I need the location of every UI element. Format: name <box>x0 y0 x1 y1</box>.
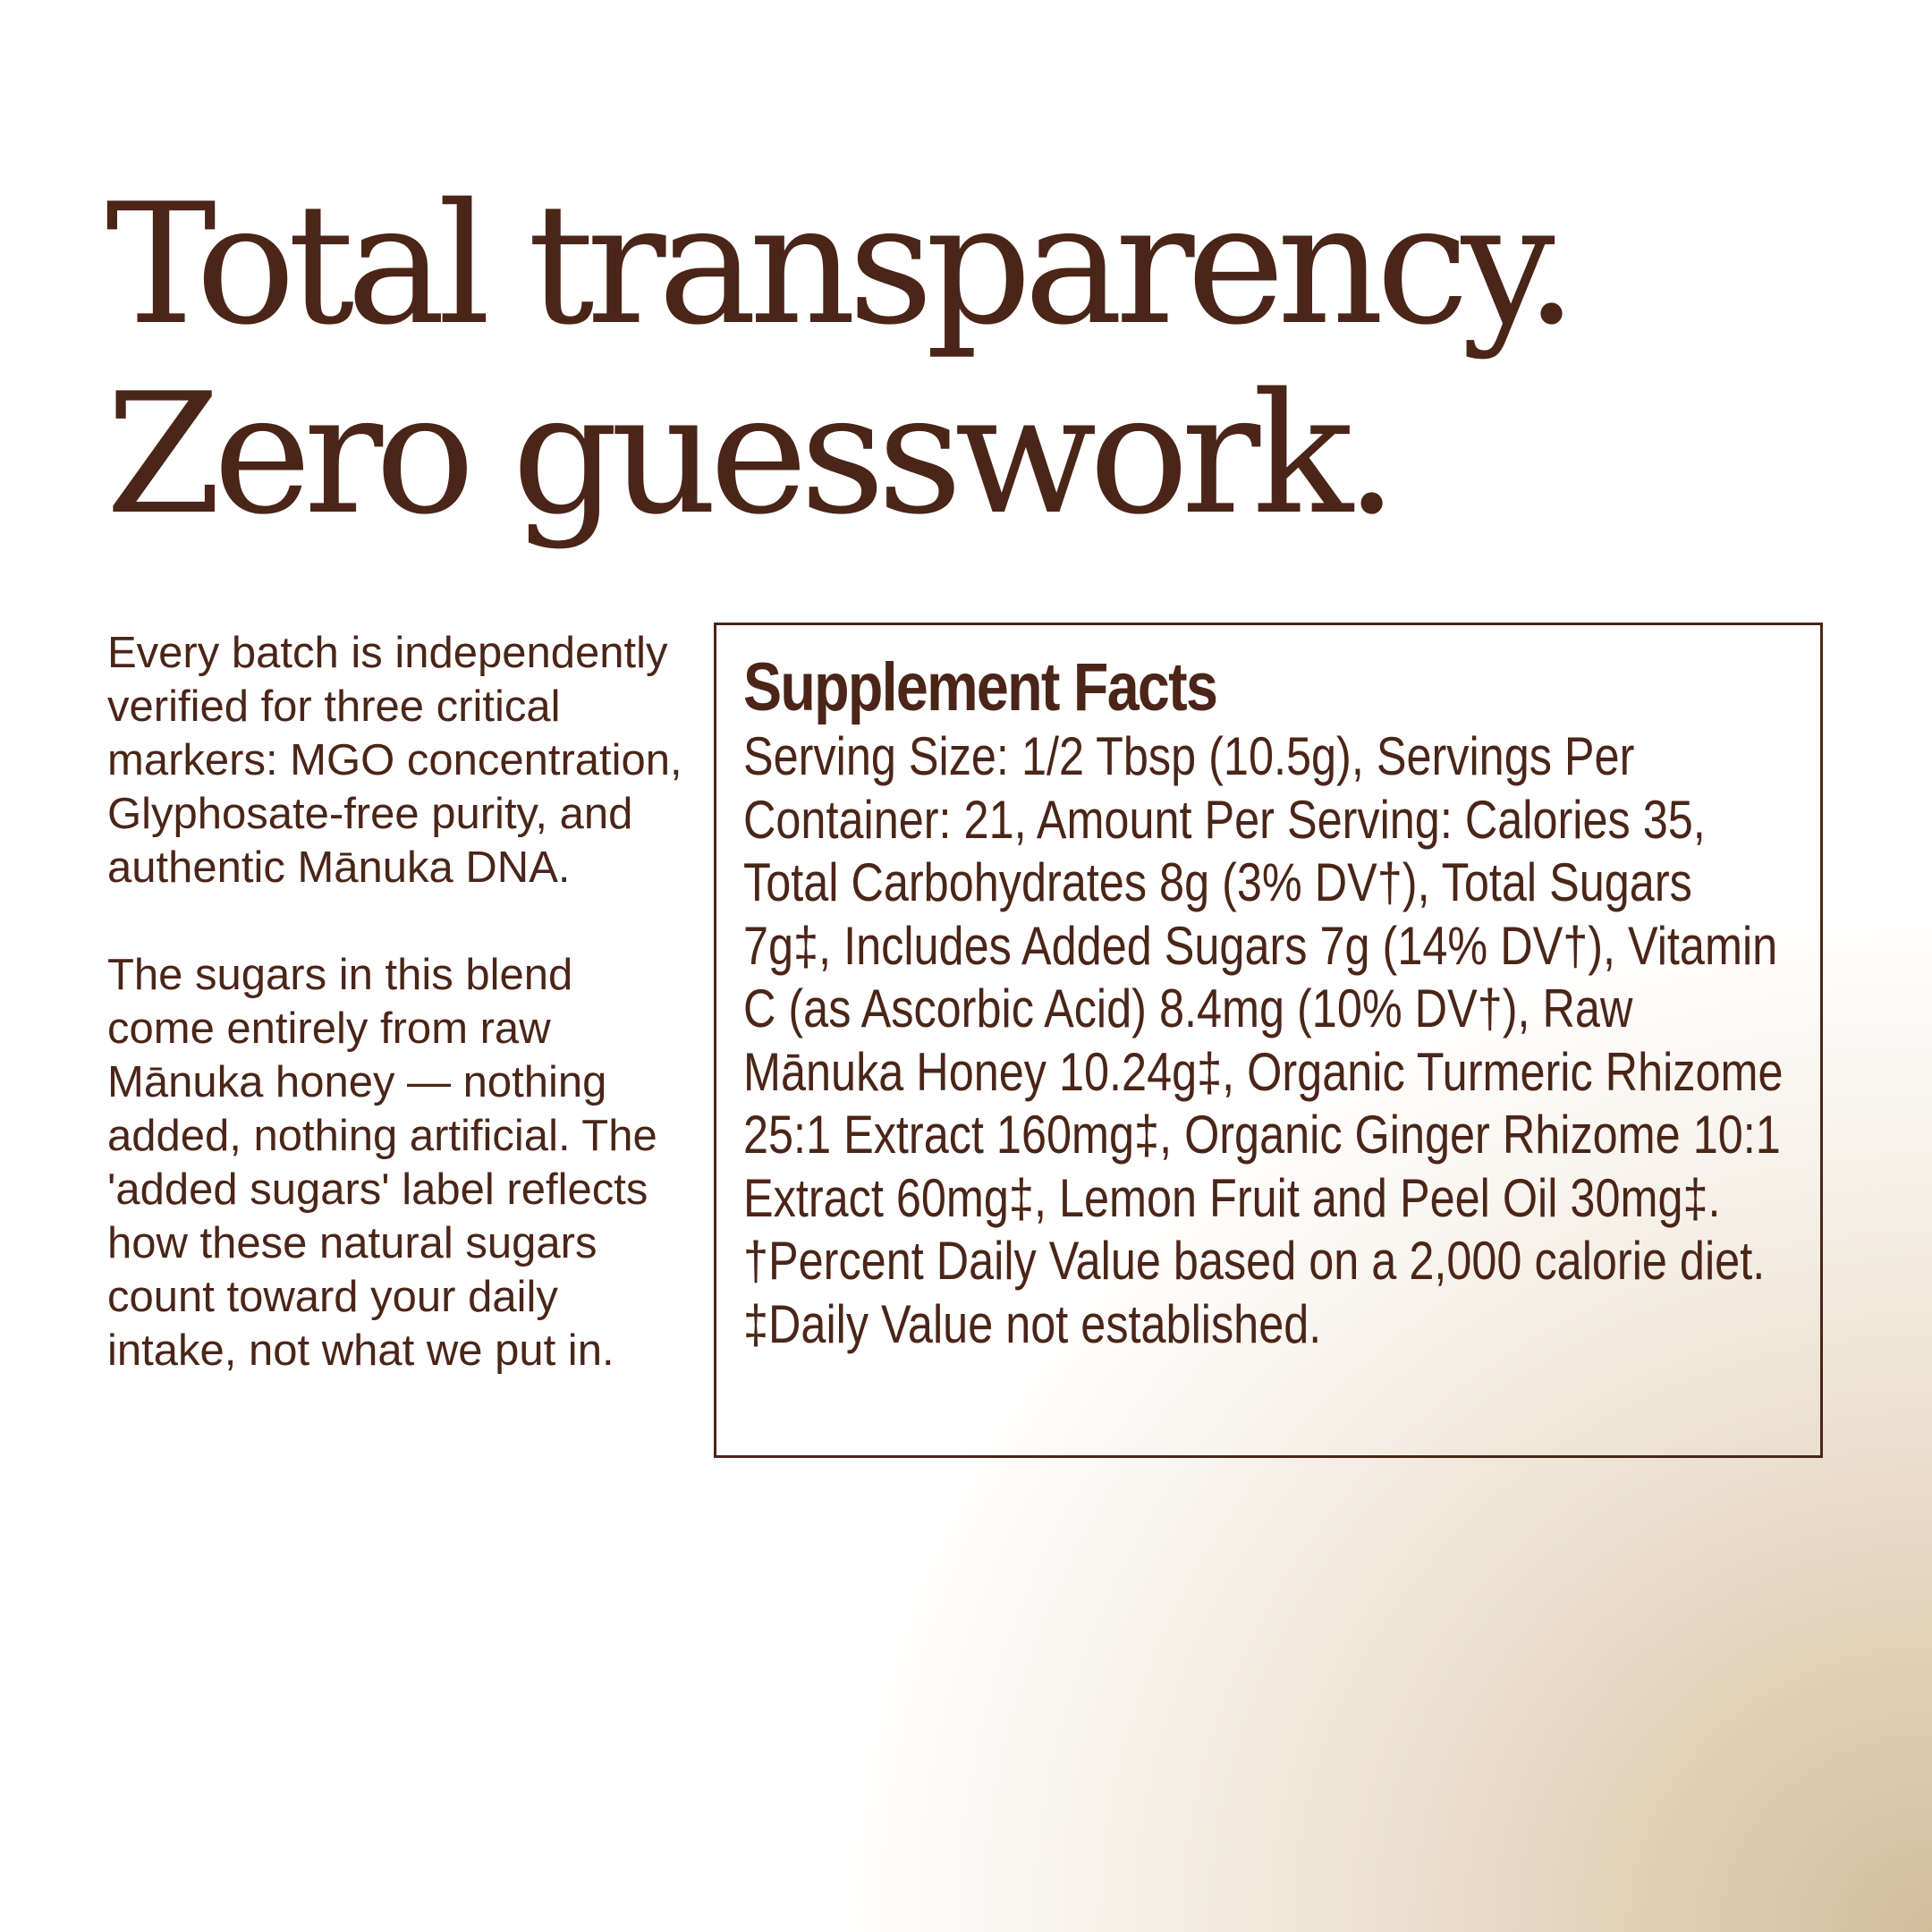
supplement-facts-title: Supplement Facts <box>743 649 1217 725</box>
description-column <box>107 626 689 1377</box>
supplement-facts-panel <box>714 623 1823 1458</box>
headline <box>106 167 1571 551</box>
headline-line-2: Zero guesswork. <box>106 357 1391 551</box>
supplement-facts-details: Serving Size: 1/2 Tbsp (10.5g), Servings Per Container: 21, Amount Per Serving: Calories 35, Total Carbohydrates 8g (3% DV†), Total Sugars 7g‡, Includes Added Sugars 7g (14% DV†), Vitamin C (as Ascorbic Acid) 8.4mg (10% DV†), Raw Mānuka Honey 10.24g‡, Organic Turmeric Rhizome 25:1 Extract 160mg‡, Organic Ginger Rhizome 10:1 Extract 60mg‡, Lemon Fruit and Peel Oil 30mg‡. <box>743 726 1784 1228</box>
headline-line-1: Total transparency. <box>106 167 1571 361</box>
supplement-facts-body <box>743 725 1788 1356</box>
verification-paragraph: Every batch is independently verified for three critical markers: MGO concentration, Glyphosate-free purity, and authentic Mānuka DNA. <box>107 629 682 892</box>
supplement-facts-footnote: †Percent Daily Value based on a 2,000 calorie diet. ‡Daily Value not established. <box>743 1231 1766 1354</box>
sugars-paragraph: The sugars in this blend come entirely from raw Mānuka honey — nothing added, nothing artificial. The 'added sugars' label reflects how these natural sugars count toward your daily intake, not what we put in. <box>107 951 657 1375</box>
